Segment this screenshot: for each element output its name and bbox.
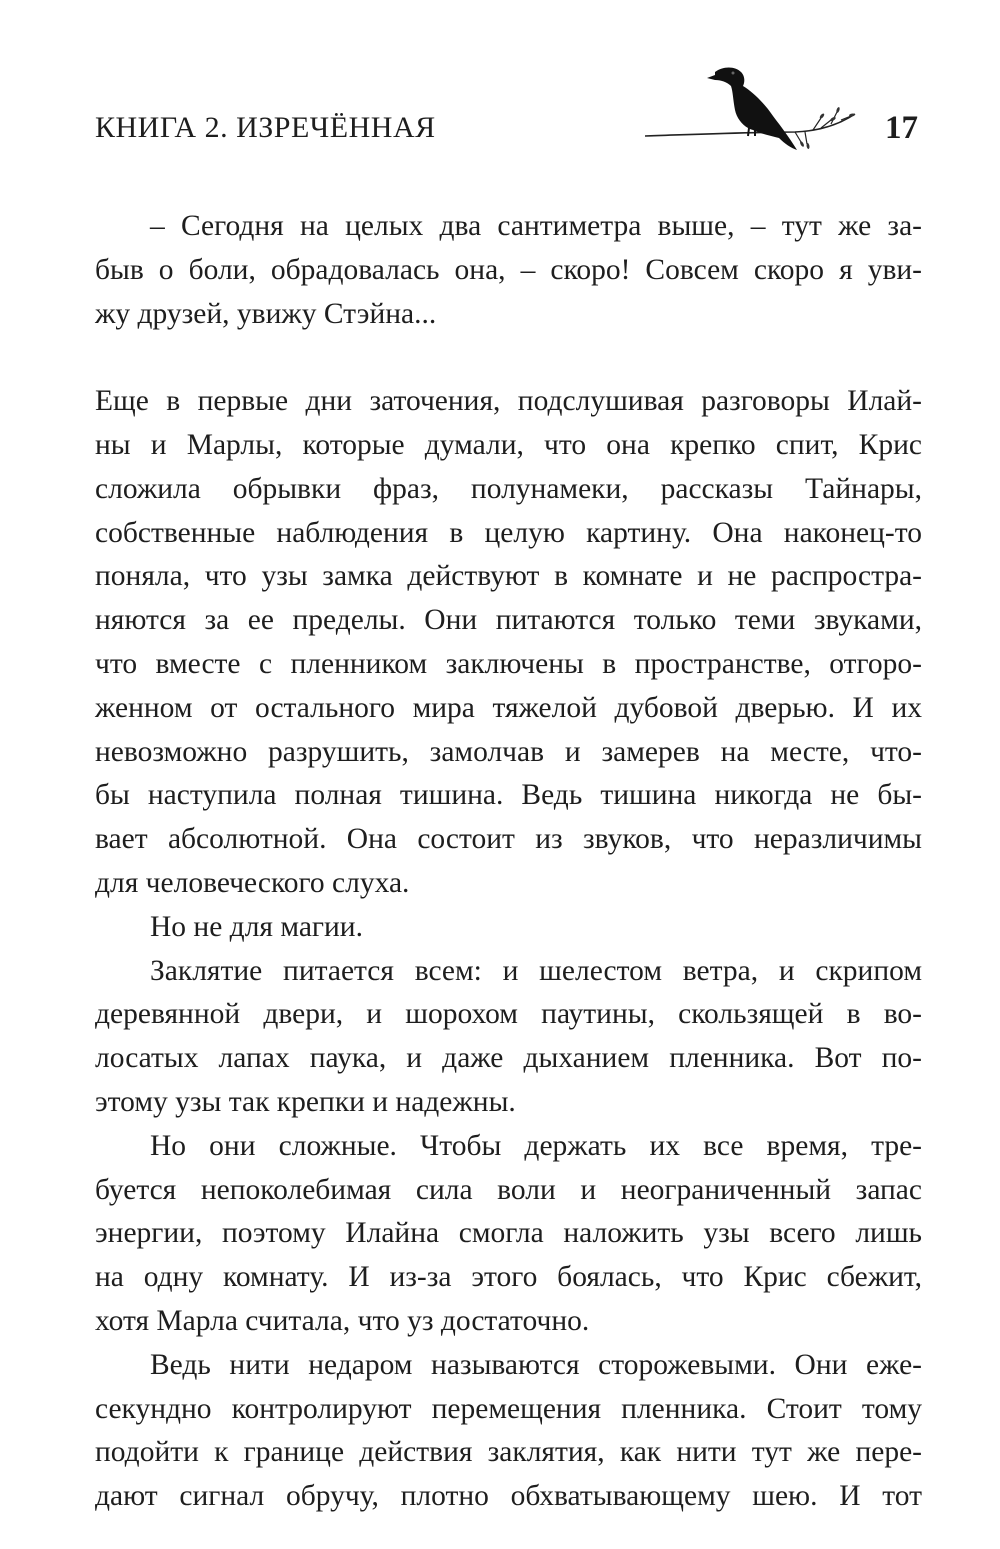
text-line: лосатых лапах паука, и даже дыханием пленника. Вот по- xyxy=(95,1042,922,1075)
text-line: Еще в первые дни заточения, подслушивая разговоры Илай- xyxy=(95,385,922,418)
text-line: жу друзей, увижу Стэйна... xyxy=(95,297,437,330)
text-line: Но не для магии. xyxy=(150,910,363,943)
text-line: дают сигнал обручу, плотно обхватывающему шею. И тот xyxy=(95,1480,922,1513)
text-line: бы наступила полная тишина. Ведь тишина никогда не бы- xyxy=(95,779,922,812)
text-line: сложила обрывки фраз, полунамеки, рассказы Тайнары, xyxy=(95,472,922,505)
text-line: хотя Марла считала, что уз достаточно. xyxy=(95,1304,590,1337)
text-line: женном от остального мира тяжелой дубовой дверью. И их xyxy=(95,691,922,724)
text-line: секундно контролируют перемещения пленника. Стоит тому xyxy=(95,1392,922,1425)
text-line: Но они сложные. Чтобы держать их все время, тре- xyxy=(150,1129,922,1162)
text-line: – Сегодня на целых два сантиметра выше, – тут же за- xyxy=(150,210,922,242)
text-line: собственные наблюдения в целую картину. Она наконец-то xyxy=(95,516,922,549)
text-line: Заклятие питается всем: и шелестом ветра, и скрипом xyxy=(150,954,922,987)
text-line: невозможно разрушить, замолчав и замерев на месте, что- xyxy=(95,735,922,768)
running-title: КНИГА 2. ИЗРЕЧЁННАЯ xyxy=(95,111,436,144)
text-line: деревянной двери, и шорохом паутины, скользящей в во- xyxy=(95,998,922,1031)
section-break xyxy=(95,336,922,380)
text-line: поняла, что узы замка действуют в комнате и не распростра- xyxy=(95,560,922,593)
text-line: этому узы так крепки и надежны. xyxy=(95,1085,516,1118)
text-line: ны и Марлы, которые думали, что она крепко спит, Крис xyxy=(95,428,922,461)
text-line: няются за ее пределы. Они питаются только теми звуками, xyxy=(95,604,922,637)
text-line: подойти к границе действия заклятия, как нити тут же пере- xyxy=(95,1436,922,1469)
text-line: для человеческого слуха. xyxy=(95,866,410,899)
text-line: на одну комнату. И из-за этого боялась, что Крис сбежит, xyxy=(95,1261,922,1294)
text-line: буется непоколебимая сила воли и неограниченный запас xyxy=(95,1173,922,1206)
text-line: быв о боли, обрадовалась она, – скоро! Совсем скоро я уви- xyxy=(95,253,922,286)
text-line: вает абсолютной. Она состоит из звуков, что неразличимы xyxy=(95,823,922,856)
body-text xyxy=(95,205,922,1519)
text-line: что вместе с пленником заключены в пространстве, отгоро- xyxy=(95,647,922,680)
text-line: Ведь нити недаром называются сторожевыми. Они еже- xyxy=(150,1348,922,1381)
raven-on-branch-icon xyxy=(645,58,865,168)
page-number: 17 xyxy=(885,110,918,146)
text-line: энергии, поэтому Илайна смогла наложить узы всего лишь xyxy=(95,1217,922,1250)
